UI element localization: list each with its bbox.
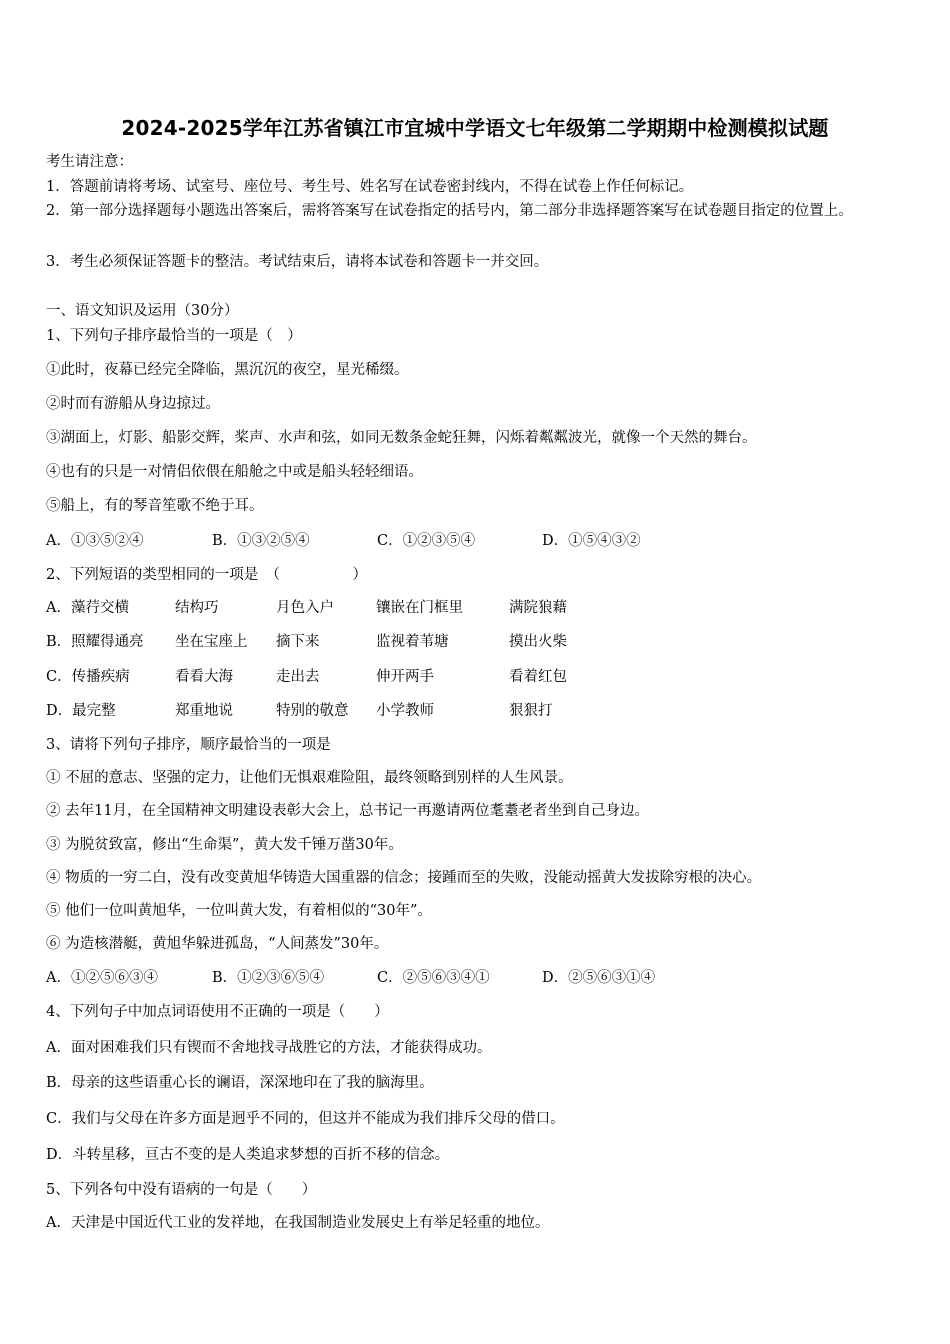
q4-option-a: A．面对困难我们只有锲而不舍地找寻战胜它的方法，才能获得成功。 <box>46 1040 492 1056</box>
q1-option-c: C．①②③⑤④ <box>377 533 476 549</box>
notice-item-1: 1．答题前请将考场、试室号、座位号、考生号、姓名写在试卷密封线内，不得在试卷上作任何标记。 <box>46 179 694 195</box>
q1-option-d: D．①⑤④③② <box>542 533 641 549</box>
q2-d-2: 郑重地说 <box>175 703 233 719</box>
q2-d-3: 特别的敬意 <box>276 703 349 719</box>
q2-b-3: 摘下来 <box>276 634 320 650</box>
q2-b-5: 摸出火柴 <box>509 634 567 650</box>
exam-title: 2024-2025学年江苏省镇江市宜城中学语文七年级第二学期期中检测模拟试题 <box>121 116 829 140</box>
q2-b-4: 监视着苇塘 <box>376 634 449 650</box>
q3-stem: 3、请将下列句子排序，顺序最恰当的一项是 <box>46 737 331 753</box>
section-heading: 一、语文知识及运用（30分） <box>46 303 239 319</box>
notice-heading: 考生请注意： <box>46 154 133 170</box>
q3-sentence-6: ⑥ 为造核潜艇，黄旭华躲进孤岛，“人间蒸发”30年。 <box>46 936 389 952</box>
q1-stem: 1、下列句子排序最恰当的一项是（ ） <box>46 328 302 344</box>
notice-item-2: 2．第一部分选择题每小题选出答案后，需将答案写在试卷指定的括号内，第二部分非选择题答案写在试卷题目指定的位置上。 <box>46 203 853 219</box>
q2-a-4: 镶嵌在门框里 <box>376 600 463 616</box>
q3-sentence-4: ④ 物质的一穷二白，没有改变黄旭华铸造大国重器的信念；接踵而至的失败，没能动摇黄大发拔除穷根的决心。 <box>46 870 762 886</box>
q1-sentence-4: ④也有的只是一对情侣依偎在船舱之中或是船头轻轻细语。 <box>46 464 423 480</box>
q1-option-b: B．①③②⑤④ <box>212 533 310 549</box>
q3-option-d: D．②⑤⑥③①④ <box>542 970 656 986</box>
q1-sentence-1: ①此时，夜幕已经完全降临，黑沉沉的夜空，星光稀缀。 <box>46 362 409 378</box>
q3-sentence-2: ② 去年11月，在全国精神文明建设表彰大会上，总书记一再邀请两位耄耋老者坐到自己身边。 <box>46 803 650 819</box>
q1-sentence-5: ⑤船上，有的琴音笙歌不绝于耳。 <box>46 498 264 514</box>
q3-option-a: A．①②⑤⑥③④ <box>46 970 158 986</box>
q2-a-5: 满院狼藉 <box>509 600 567 616</box>
q1-sentence-2: ②时而有游船从身边掠过。 <box>46 396 220 412</box>
q2-c-4: 伸开两手 <box>376 669 434 685</box>
q4-option-c: C．我们与父母在许多方面是迥乎不同的，但这并不能成为我们排斥父母的借口。 <box>46 1111 565 1127</box>
q2-b-2: 坐在宝座上 <box>175 634 248 650</box>
q2-b-1: B．照耀得通亮 <box>46 634 144 650</box>
q2-d-4: 小学教师 <box>376 703 434 719</box>
q4-option-b: B．母亲的这些语重心长的谰语，深深地印在了我的脑海里。 <box>46 1075 434 1091</box>
q4-stem: 4、下列句子中加点词语使用不正确的一项是（ ） <box>46 1004 389 1020</box>
q2-a-2: 结构巧 <box>175 600 219 616</box>
notice-item-3: 3．考生必须保证答题卡的整洁。考试结束后，请将本试卷和答题卡一并交回。 <box>46 254 549 270</box>
q1-sentence-3: ③湖面上，灯影、船影交辉，桨声、水声和弦，如同无数条金蛇狂舞，闪烁着粼粼波光，就像一个天然的舞台。 <box>46 430 757 446</box>
q2-c-1: C．传播疾病 <box>46 669 130 685</box>
q2-a-3: 月色入户 <box>276 600 334 616</box>
q2-c-2: 看看大海 <box>175 669 233 685</box>
q1-option-a: A．①③⑤②④ <box>46 533 144 549</box>
q3-sentence-1: ① 不屈的意志、坚强的定力，让他们无惧艰难险阻，最终领略到别样的人生风景。 <box>46 770 573 786</box>
q5-stem: 5、下列各句中没有语病的一句是（ ） <box>46 1182 317 1198</box>
q3-option-c: C．②⑤⑥③④① <box>377 970 490 986</box>
q3-sentence-3: ③ 为脱贫致富，修出“生命渠”，黄大发千锤万凿30年。 <box>46 837 403 853</box>
q2-d-5: 狠狠打 <box>509 703 553 719</box>
q2-a-1: A．藻荇交横 <box>46 600 129 616</box>
q2-c-3: 走出去 <box>276 669 320 685</box>
q4-option-d: D．斗转星移，亘古不变的是人类追求梦想的百折不移的信念。 <box>46 1147 450 1163</box>
q2-c-5: 看着红包 <box>509 669 567 685</box>
q2-d-1: D．最完整 <box>46 703 116 719</box>
q5-option-a: A．天津是中国近代工业的发祥地，在我国制造业发展史上有举足轻重的地位。 <box>46 1215 550 1231</box>
q3-sentence-5: ⑤ 他们一位叫黄旭华，一位叫黄大发，有着相似的“30年”。 <box>46 903 432 919</box>
q2-stem: 2、下列短语的类型相同的一项是 （ ） <box>46 567 367 583</box>
q3-option-b: B．①②③⑥⑤④ <box>212 970 325 986</box>
